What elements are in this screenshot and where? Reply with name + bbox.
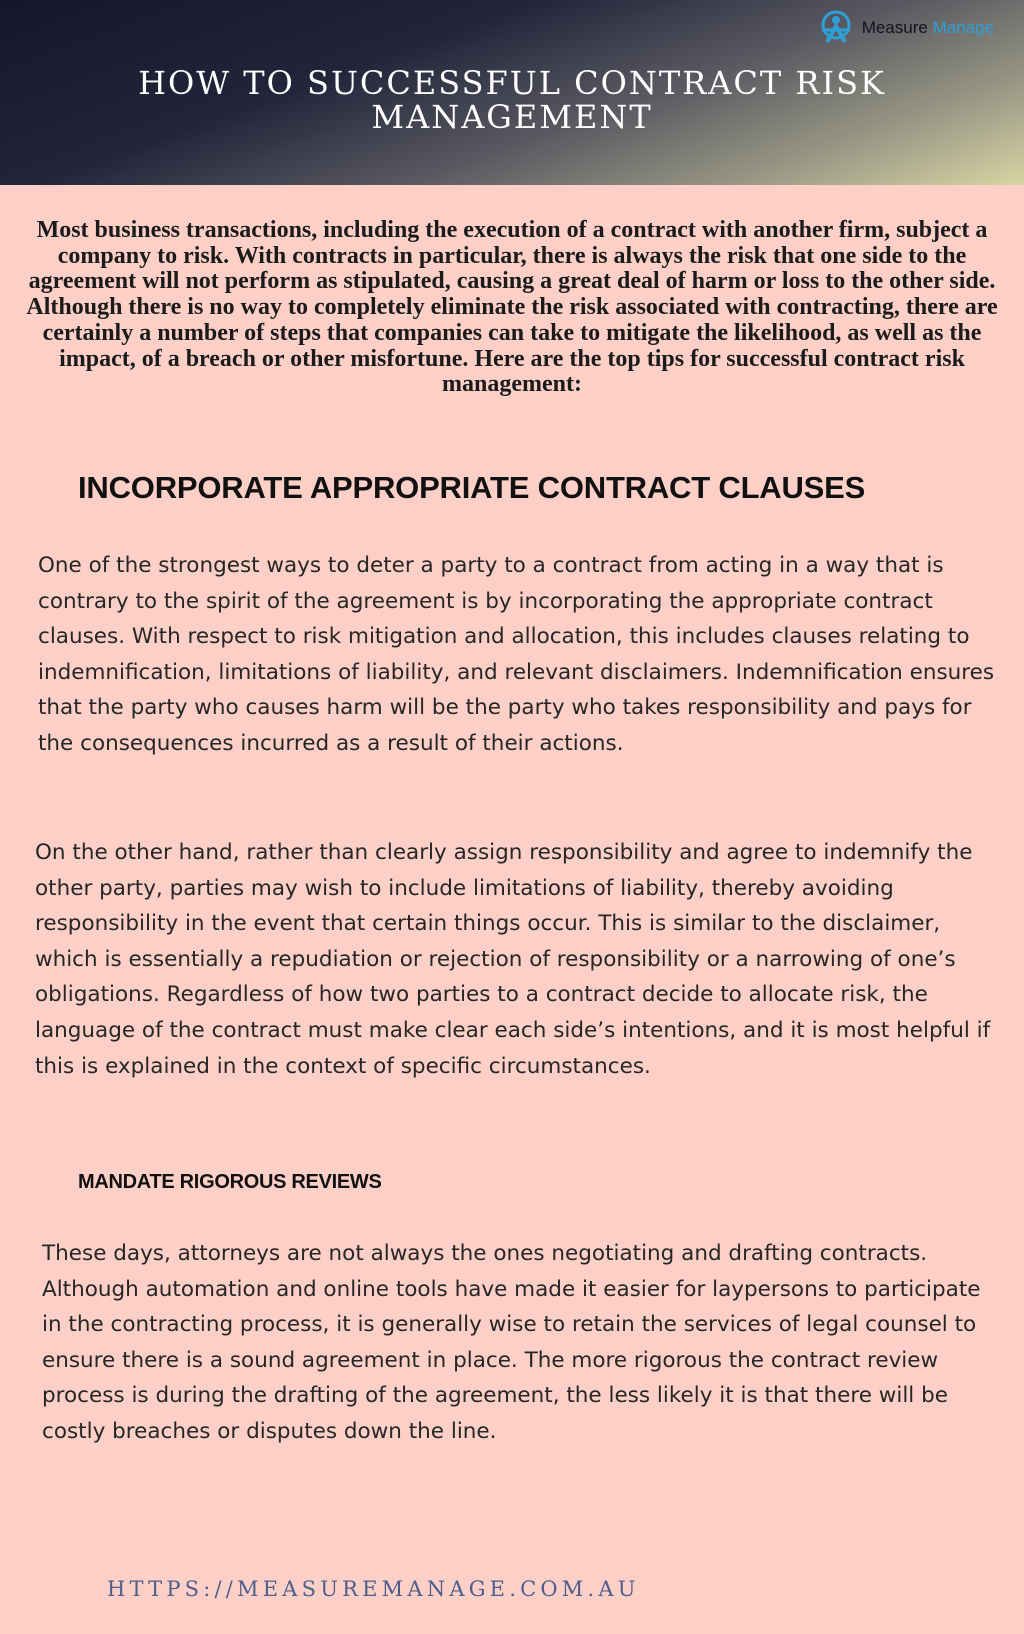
page-title: HOW TO SUCCESSFUL CONTRACT RISK MANAGEMENT xyxy=(138,64,886,136)
contract-clauses-paragraph-1: One of the strongest ways to deter a party to a contract from acting in a way that is contrary to the spirit of the agreement is by incorporating the appropriate contract clauses. With respect to risk mitigation and allocation, this includes clauses relating to indemnification, limitations of liability, and relevant disclaimers. Indemnification ensures that the party who causes harm will be the party who takes responsibility and pays for the consequences incurred as a result of their actions. xyxy=(38,553,995,756)
website-link[interactable]: HTTPS://MEASUREMANAGE.COM.AU xyxy=(107,1577,640,1601)
section-heading-rigorous-reviews: MANDATE RIGOROUS REVIEWS xyxy=(78,1171,382,1193)
section-heading-contract-clauses: INCORPORATE APPROPRIATE CONTRACT CLAUSES xyxy=(78,470,866,505)
rigorous-reviews-paragraph: These days, attorneys are not always the ones negotiating and drafting contracts. Although automation and online tools have made it easier for laypersons to participate in the contracting process, it is generally wise to retain the services of legal counsel to ensure there is a sound agreement in place. The more rigorous the contract review process is during the drafting of the agreement, the less likely it is that there will be costly breaches or disputes down the line. xyxy=(42,1241,981,1444)
intro-paragraph: Most business transactions, including the execution of a contract with another firm, subject a company to risk. With contracts in particular, there is always the risk that one side to the agreement will not perform as stipulated, causing a great deal of harm or loss to the other side. Although there is no way to completely eliminate the risk associated with contracting, there are certainly a number of steps that companies can take to mitigate the likelihood, as well as the impact, of a breach or other misfortune. Here are the top tips for successful contract risk management: xyxy=(26,217,998,398)
brand-logo[interactable] xyxy=(816,10,994,46)
logo-word-manage: Manage xyxy=(932,18,994,37)
measure-manage-logo-icon xyxy=(816,10,856,46)
logo-word-measure: Measure xyxy=(861,18,928,37)
logo-wordmark xyxy=(862,18,994,38)
header-banner xyxy=(0,0,1024,185)
contract-clauses-paragraph-2: On the other hand, rather than clearly assign responsibility and agree to indemnify the other party, parties may wish to include limitations of liability, thereby avoiding responsibility in the event that certain things occur. This is similar to the disclaimer, which is essentially a repudiation or rejection of responsibility or a narrowing of one’s obligations. Regardless of how two parties to a contract decide to allocate risk, the language of the contract must make clear each side’s intentions, and it is most helpful if this is explained in the context of specific circumstances. xyxy=(35,840,991,1079)
